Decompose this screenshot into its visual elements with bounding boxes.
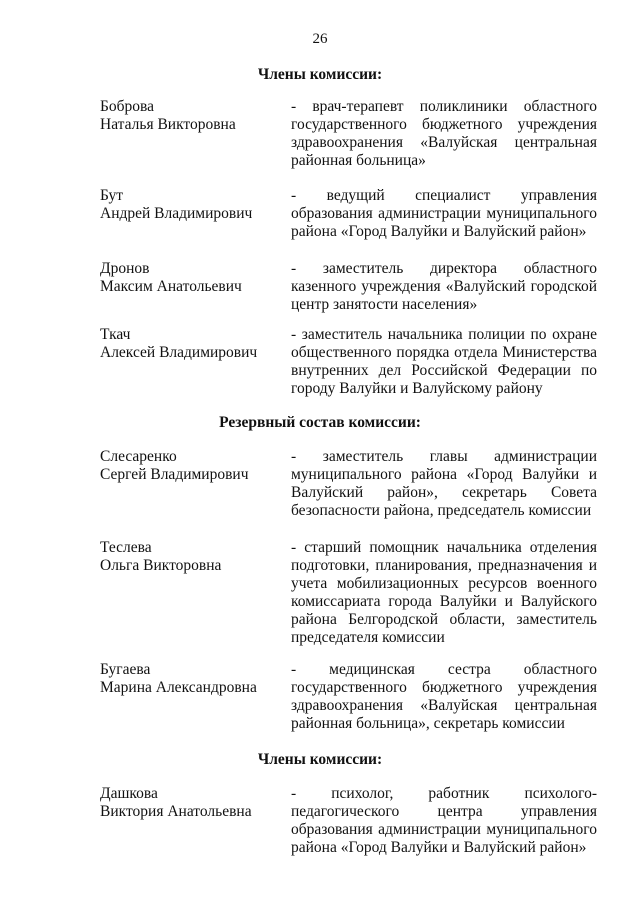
member-role: - заместитель начальника полиции по охране общественного порядка отдела Министерства внутренних дел Российской Федерации по городу Валуйки и Валуйскому району [291,326,597,397]
page-number: 26 [312,31,328,47]
member-name [100,260,285,296]
member-surname: Слесаренко [100,448,177,465]
member-surname: Бут [100,187,124,204]
member-name [100,326,285,362]
section-heading-members: Члены комиссии: [257,751,383,768]
section-heading-reserve: Резервный состав комиссии: [219,414,421,431]
member-name [100,98,285,134]
member-role: - заместитель директора областного казенного учреждения «Валуйский городской центр занятости населения» [291,260,597,313]
member-given-names: Андрей Владимирович [100,205,253,222]
member-name [100,539,285,575]
member-role: - ведущий специалист управления образования администрации муниципального района «Город Валуйки и Валуйский район» [291,187,597,240]
member-given-names: Наталья Викторовна [100,116,236,133]
member-given-names: Сергей Владимирович [100,466,249,483]
section-heading-members: Члены комиссии: [257,66,383,83]
member-given-names: Виктория Анатольевна [100,803,252,820]
member-role: - психолог, работник психолого-педагогического центра управления образования администрации муниципального района «Город Валуйки и Валуйский район» [291,785,597,856]
member-given-names: Максим Анатольевич [100,278,242,295]
member-role: - старший помощник начальника отделения подготовки, планирования, предназначения и учета мобилизационных ресурсов военного комиссариата города Валуйки и Валуйского района Белгородской области, заместитель председателя комиссии [291,539,597,646]
member-given-names: Алексей Владимирович [100,344,258,361]
member-name [100,448,285,484]
member-given-names: Марина Александровна [100,679,257,696]
member-surname: Боброва [100,98,155,115]
member-surname: Ткач [100,326,131,343]
member-surname: Теслева [100,539,152,556]
member-surname: Дашкова [100,785,158,802]
member-role: - медицинская сестра областного государственного бюджетного учреждения здравоохранения «Валуйская центральная районная больница», секретарь комиссии [291,661,597,732]
member-surname: Бугаева [100,661,151,678]
member-role: - заместитель главы администрации муниципального района «Город Валуйки и Валуйский район», секретарь Совета безопасности района, председатель комиссии [291,448,597,519]
member-role: - врач-терапевт поликлиники областного государственного бюджетного учреждения здравоохранения «Валуйская центральная районная больница» [291,98,597,169]
member-surname: Дронов [100,260,150,277]
member-name [100,785,285,821]
member-given-names: Ольга Викторовна [100,557,222,574]
member-name [100,661,285,697]
member-name [100,187,285,223]
